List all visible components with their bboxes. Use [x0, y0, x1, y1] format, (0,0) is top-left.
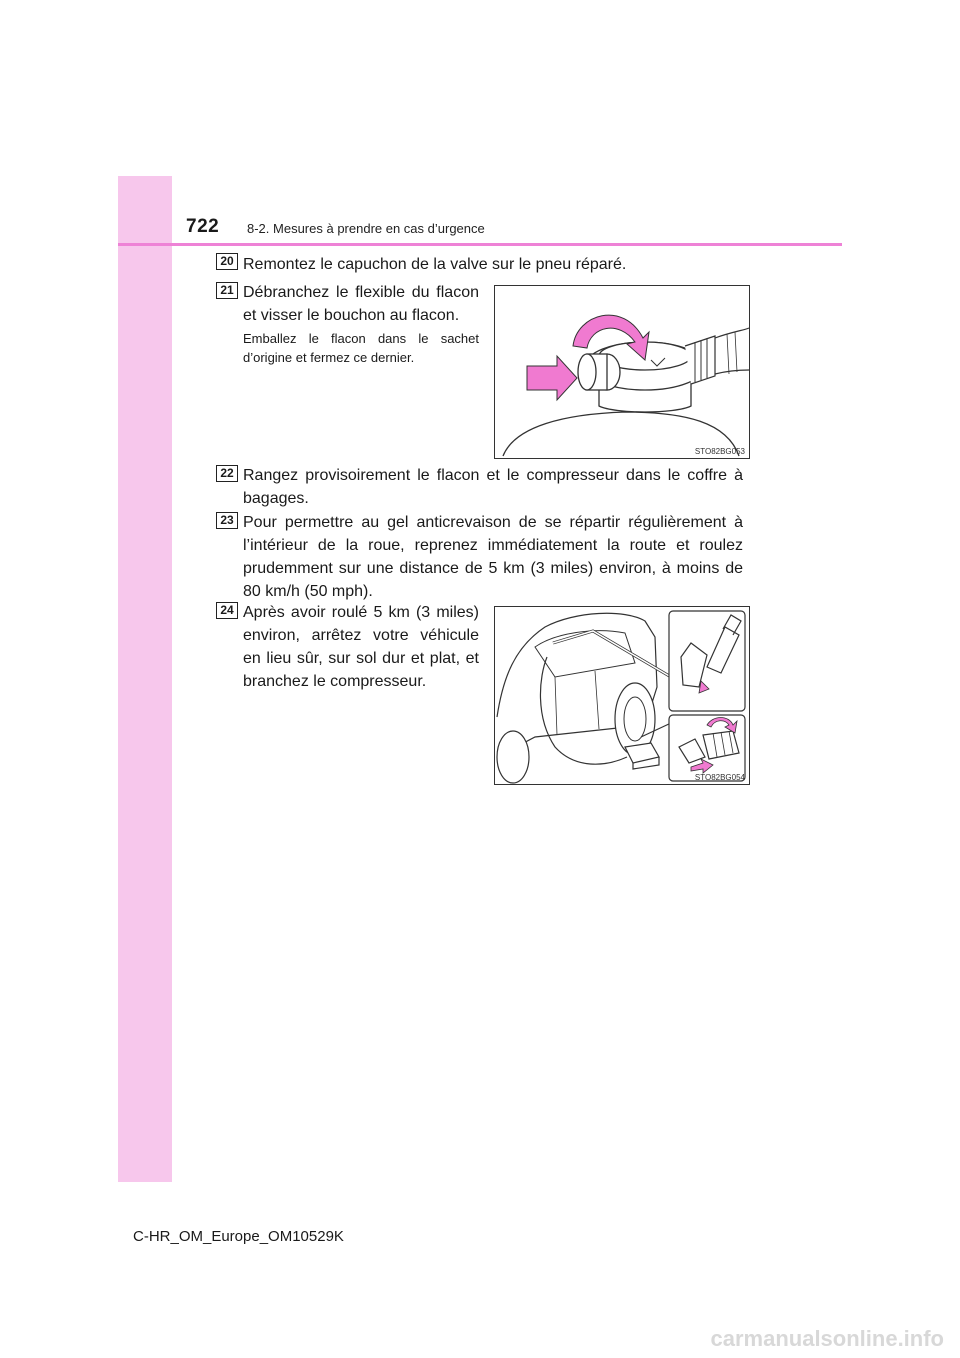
- step-note-21: Emballez le flacon dans le sachet d’origine et fermez ce dernier.: [243, 331, 479, 365]
- step-number-21: 21: [216, 282, 238, 299]
- car-compressor-illustration: [495, 607, 749, 784]
- page-number: 722: [186, 216, 220, 237]
- figure-car-compressor: [494, 606, 750, 785]
- step-number-20: 20: [216, 253, 238, 270]
- step-text-24: Après avoir roulé 5 km (3 miles) environ, arrêtez votre véhicule en lieu sûr, sur sol dur et plat, et branchez le compresseur.: [243, 604, 479, 690]
- bottle-cap-illustration: [495, 286, 749, 458]
- side-color-band: [118, 176, 172, 1182]
- step-text-23: Pour permettre au gel anticrevaison de se répartir régulièrement à l’intérieur de la roue, reprenez immédiatement la route et roulez prudemment sur une distance de 5 km (3 miles) environ, à moins de 80 km/h (50 mph).: [243, 514, 743, 600]
- figure-code: STO82BG053: [694, 447, 745, 456]
- section-title: 8-2. Mesures à prendre en cas d’urgence: [247, 221, 485, 236]
- figure-code: STO82BG054: [694, 773, 745, 782]
- step-number-24: 24: [216, 602, 238, 619]
- header-rule: [118, 243, 842, 246]
- figure-bottle-cap: [494, 285, 750, 459]
- watermark: carmanualsonline.info: [710, 1326, 944, 1351]
- step-text-20: Remontez le capuchon de la valve sur le pneu réparé.: [243, 256, 627, 273]
- step-number-22: 22: [216, 465, 238, 482]
- step-text-22: Rangez provisoirement le flacon et le compresseur dans le coffre à bagages.: [243, 467, 743, 507]
- step-text-21: Débranchez le flexible du flacon et visser le bouchon au flacon.: [243, 284, 479, 324]
- step-number-23: 23: [216, 512, 238, 529]
- footer-doc-id: C-HR_OM_Europe_OM10529K: [133, 1228, 344, 1245]
